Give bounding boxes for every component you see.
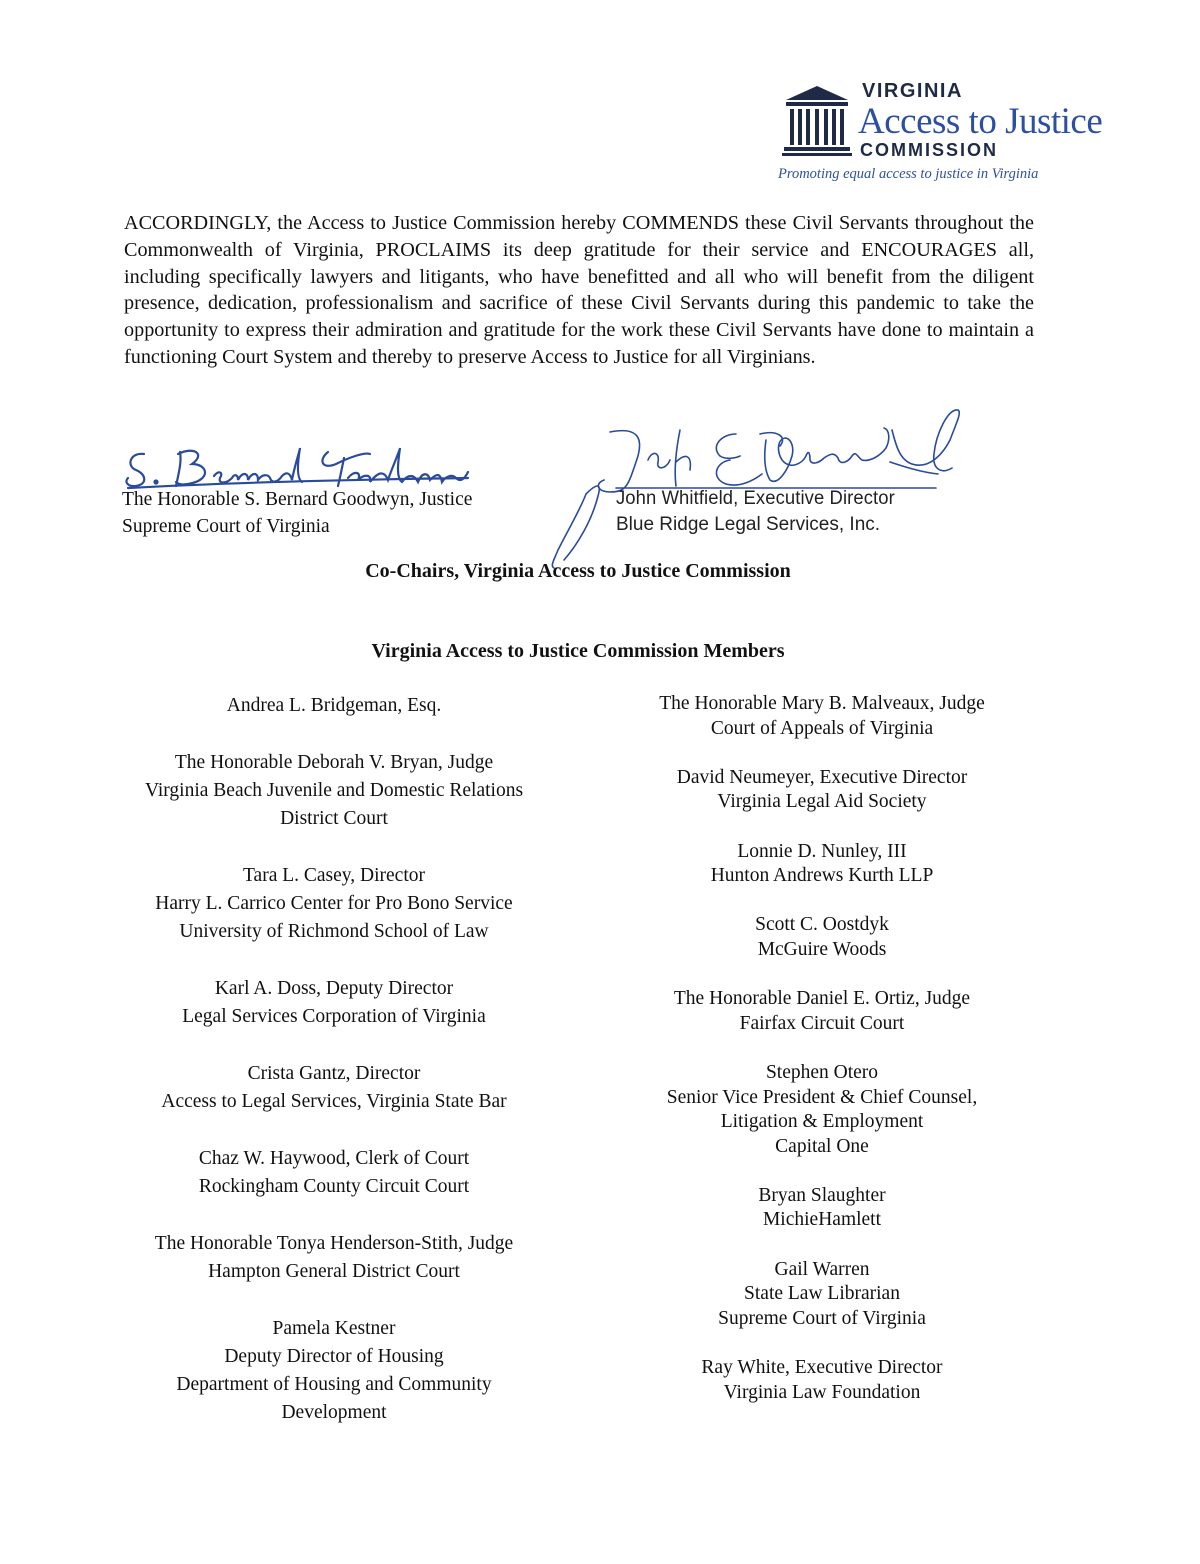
member-name: The Honorable Tonya Henderson-Stith, Judge [154,1233,514,1254]
member-affiliation: Capital One [775,1135,869,1157]
member-name: Bryan Slaughter [758,1184,886,1206]
member-affiliation: McGuire Woods [757,938,887,960]
member-name: Ray White, Executive Director [701,1357,943,1379]
member-entry [116,1230,552,1286]
courthouse-icon [782,84,852,156]
member-affiliation: Senior Vice President & Chief Counsel, [666,1086,978,1108]
member-entry [116,1145,552,1201]
member-affiliation: Virginia Beach Juvenile and Domestic Relations [144,780,524,801]
member-entry [622,840,1022,889]
logo-commission: COMMISSION [860,140,999,160]
member-affiliation: Litigation & Employment [720,1111,924,1133]
member-name: The Honorable Mary B. Malveaux, Judge [659,693,985,714]
signer-left-org: Supreme Court of Virginia [122,516,330,537]
member-affiliation: Legal Services Corporation of Virginia [182,1006,486,1027]
member-affiliation: MichieHamlett [762,1209,882,1231]
member-entry [116,862,552,946]
member-entry [622,766,1022,815]
member-entry [116,749,552,833]
member-entry [116,692,552,720]
member-affiliation: Fairfax Circuit Court [739,1012,905,1034]
member-affiliation: Deputy Director of Housing [224,1346,444,1367]
member-affiliation: University of Richmond School of Law [179,921,489,942]
member-name: Crista Gantz, Director [247,1063,421,1084]
member-entry [622,1258,1022,1332]
member-affiliation: Access to Legal Services, Virginia State Bar [161,1091,507,1112]
member-name: Scott C. Oostdyk [755,914,889,936]
member-entry [622,913,1022,962]
member-name: Pamela Kestner [272,1318,396,1339]
member-affiliation: Rockingham County Circuit Court [198,1176,470,1197]
member-entry [622,987,1022,1036]
member-affiliation: Harry L. Carrico Center for Pro Bono Service [155,893,513,914]
members-list-left [116,692,552,1456]
member-entry [116,1060,552,1116]
member-entry [622,1356,1022,1405]
member-entry [116,975,552,1031]
member-affiliation: Court of Appeals of Virginia [710,717,934,739]
member-affiliation: District Court [280,808,388,829]
handwritten-signature-goodwyn [122,440,482,492]
member-entry [622,692,1022,741]
cochairs-label: Co-Chairs, Virginia Access to Justice Commission [365,560,791,582]
logo-state: VIRGINIA [862,80,963,102]
member-affiliation: Department of Housing and Community [176,1374,492,1395]
commission-logo [776,78,1136,188]
member-entry [622,1061,1022,1159]
signature-block-left [122,440,542,540]
member-name: Chaz W. Haywood, Clerk of Court [198,1148,470,1169]
member-name: Tara L. Casey, Director [243,865,425,886]
member-name: Lonnie D. Nunley, III [737,840,907,862]
member-name: The Honorable Daniel E. Ortiz, Judge [673,988,971,1010]
member-name: Stephen Otero [765,1061,879,1083]
member-affiliation: Virginia Law Foundation [723,1381,921,1403]
member-affiliation: Development [281,1402,387,1423]
member-entry [622,1184,1022,1233]
members-list-right [622,692,1022,1430]
logo-tagline: Promoting equal access to justice in Virginia [778,166,1039,182]
member-affiliation: Hunton Andrews Kurth LLP [710,865,934,887]
member-affiliation: Virginia Legal Aid Society [717,791,927,813]
signature-block-right [540,400,980,580]
signer-right-org: Blue Ridge Legal Services, Inc. [616,514,881,535]
proclamation-paragraph: ACCORDINGLY, the Access to Justice Commission hereby COMMENDS these Civil Servants throughout the Commonwealth of Virginia, PROCLAIMS its deep gratitude for their service and ENCOURAGES all, including specifically lawyers and litigants, who have benefitted and all who will benefit from the diligent presence, dedication, professionalism and sacrifice of these Civil Servants during this pandemic to take the opportunity to express their admiration and gratitude for the work these Civil Servants have done to maintain a functioning Court System and thereby to preserve Access to Justice for all Virginians. [124,212,1034,368]
member-name: David Neumeyer, Executive Director [676,766,968,788]
signer-right-name: John Whitfield, Executive Director [616,488,895,509]
member-name: The Honorable Deborah V. Bryan, Judge [174,752,494,773]
member-entry [116,1315,552,1427]
members-heading: Virginia Access to Justice Commission Members [371,640,785,662]
signer-left-name: The Honorable S. Bernard Goodwyn, Justice [122,489,473,510]
member-affiliation: Supreme Court of Virginia [718,1307,926,1329]
member-name: Gail Warren [774,1258,870,1280]
member-name: Karl A. Doss, Deputy Director [214,978,454,999]
member-name: Andrea L. Bridgeman, Esq. [226,695,442,716]
member-affiliation: State Law Librarian [744,1283,900,1305]
member-affiliation: Hampton General District Court [208,1261,460,1282]
logo-title: Access to Justice [858,101,1103,142]
